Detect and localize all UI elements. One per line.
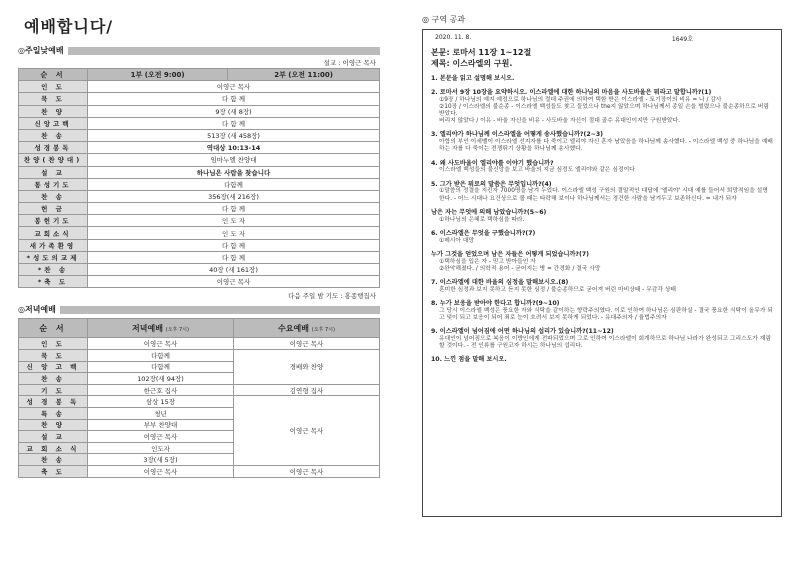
answer-text: 혼미한 심정과 보지 못하고 듣지 못한 심정 / 불순종하므로 굳어져 버린 마비상태 - 무감각 상태 bbox=[439, 286, 677, 293]
evening-row-col2: 이영근 목사 bbox=[234, 338, 380, 350]
question-text: 6. 이스라엘은 무엇을 구했습니까?(7) bbox=[431, 229, 536, 237]
sunday-table-row bbox=[19, 93, 380, 105]
heading-bar bbox=[60, 306, 380, 314]
evening-row-col1: 청년 bbox=[88, 407, 234, 419]
sunday-row-value: 다함께 bbox=[88, 178, 380, 190]
page-title: 예배합니다/ bbox=[24, 17, 114, 36]
sunday-row-value: 9장 (새 8장) bbox=[88, 105, 380, 117]
sunday-table-row bbox=[19, 276, 380, 288]
evening-row-label: 기 도 bbox=[19, 384, 88, 396]
sunday-table-row bbox=[19, 215, 380, 227]
evening-row-col1: 삼상 15장 bbox=[88, 396, 234, 408]
sunday-row-value: 인 도 자 bbox=[88, 227, 380, 239]
question-text: 7. 이스라엘에 대한 바울의 심정을 말해보시오.(8) bbox=[431, 279, 569, 287]
answer-text: 이스라엘 백성들의 불신앙을 보고 바울의 지금 심정도 엘리야와 같은 심정이다 bbox=[439, 167, 635, 174]
answer-text: 아합의 부인 이세벨이 이스라엘 선지자를 다 죽이고 엘리야 자신 혼자 남았음을 하나님께 송사했다. - 이스라엘 백성 중 하나님을 예배하는 자를 다 죽이는 전쟁뛰기 상황을 하나님께 송사했다. bbox=[439, 139, 773, 153]
question-text: 누가 그것을 얻었으며 남은 자들은 어떻게 되었습니까?(7) bbox=[431, 250, 589, 258]
sunday-row-label: 인 도 bbox=[19, 81, 88, 93]
sunday-row-label: 새가족환영 bbox=[19, 239, 88, 251]
evening-row-label: 찬 송 bbox=[19, 373, 88, 385]
evening-col1-title: 저녁예배 bbox=[132, 323, 163, 333]
answer-text: ①메시아 대망 bbox=[439, 237, 475, 244]
sunday-row-label: 교회소식 bbox=[19, 227, 88, 239]
evening-row-col2: 이영근 목사 bbox=[234, 465, 380, 477]
sunday-row-value: 인 도 자 bbox=[88, 215, 380, 227]
sunday-header-cell: 순 서 bbox=[19, 69, 88, 81]
sunday-row-label: 찬 송 bbox=[19, 190, 88, 202]
question-text: 9. 이스라엘이 넘어짐에 어떤 하나님의 섭리가 있습니까?(11~12) bbox=[431, 328, 614, 336]
sunday-row-value: 513장 (새 458장) bbox=[88, 129, 380, 141]
evening-table-header bbox=[19, 319, 380, 338]
sunday-table-row bbox=[19, 154, 380, 166]
sunday-row-value: 다 함 께 bbox=[88, 251, 380, 263]
sunday-row-value: 이영근 목사 bbox=[88, 81, 380, 93]
sunday-header-cell: 1부 (오전 9:00) bbox=[88, 69, 228, 81]
evening-header-col2 bbox=[234, 319, 380, 338]
sunday-service-heading-text: ◎주일낮예배 bbox=[18, 46, 64, 55]
answer-text: ①9장 / 하나님의 예지 예정으로 하나님의 절대 주권에 의하여 택함 받은 이스라엘 - 토기장이의 비유 = 나 / 감사 ②10장 / 이스라엘의 불순종 - 이스라엘 백성들도 찾고 들었으나 the지 않았으며 하나님께서 종일 손을 벌렸으나 불순종하므로 버림받았다. 버리지 않았다 / 이유 - 바울 자신을 비유 - 사도바울 자신이 절대 골수 유대인이지만 구원받았다. bbox=[439, 96, 770, 125]
sunday-row-label: 찬양(찬양대) bbox=[19, 154, 88, 166]
sunday-row-label: 묵 도 bbox=[19, 93, 88, 105]
evening-row-col2: 김연형 집사 bbox=[234, 384, 380, 396]
sunday-row-value: 40장 (새 161장) bbox=[88, 264, 380, 276]
evening-row-col1: 한근호 집사 bbox=[88, 384, 234, 396]
sunday-order-table bbox=[18, 68, 380, 288]
sunday-row-label: 봉헌기도 bbox=[19, 215, 88, 227]
sunday-row-label: 헌 금 bbox=[19, 203, 88, 215]
scripture-reference: 본문: 로마서 11장 1~12절 bbox=[431, 48, 532, 57]
sunday-table-row bbox=[19, 81, 380, 93]
sunday-table-row bbox=[19, 239, 380, 251]
sunday-table-row bbox=[19, 105, 380, 117]
lesson-date: 2020. 11. 8. bbox=[435, 34, 472, 41]
evening-row-label: 인 도 bbox=[19, 338, 88, 350]
evening-col1-time: (오후 7시) bbox=[165, 326, 189, 333]
sunday-row-value: 하나님은 사람을 찾습니다 bbox=[88, 166, 380, 178]
evening-row-col1: 102장(새 94장) bbox=[88, 373, 234, 385]
sunday-row-label: 성경봉독 bbox=[19, 142, 88, 154]
sunday-row-label: 설 교 bbox=[19, 166, 88, 178]
evening-row-col1: 다함께 bbox=[88, 349, 234, 361]
evening-service-heading bbox=[18, 304, 380, 315]
evening-order-table bbox=[18, 318, 380, 477]
evening-row-col1: 이영근 목사 bbox=[88, 338, 234, 350]
sunday-row-value: 다 함 께 bbox=[88, 93, 380, 105]
sunday-service-heading bbox=[18, 45, 380, 56]
question-text: 2. 로마서 9장 10장을 요약하시오. 이스라엘에 대한 하나님의 마음을 사도바울은 뭐라고 말합니까?(1) bbox=[431, 88, 712, 96]
evening-row-col1: 인도자 bbox=[88, 442, 234, 454]
sunday-table-row bbox=[19, 178, 380, 190]
evening-service-heading-text: ◎저녁예배 bbox=[18, 305, 56, 315]
answer-text: ①하나님의 은혜로 택하심을 따라. bbox=[439, 216, 525, 223]
evening-col2-time: (오후 7시) bbox=[311, 326, 335, 333]
lesson-date-row bbox=[431, 34, 773, 43]
bulletin-left-page bbox=[18, 14, 380, 478]
sunday-row-label: 신앙고백 bbox=[19, 117, 88, 129]
evening-row-label: 신 앙 고 백 bbox=[19, 361, 88, 373]
heading-bar bbox=[68, 47, 380, 55]
evening-row-label: 찬 송 bbox=[19, 454, 88, 466]
evening-row-col1: 다함께 bbox=[88, 361, 234, 373]
sunday-table-row bbox=[19, 117, 380, 129]
sunday-row-label: 찬 송 bbox=[19, 129, 88, 141]
evening-header-order: 순 서 bbox=[19, 319, 88, 338]
question-text: 4. 왜 사도바울이 엘리야를 이야기 했습니까? bbox=[431, 159, 554, 167]
evening-row-label: 찬 양 bbox=[19, 419, 88, 431]
question-text: 남은 자는 무엇에 의해 남았습니까?(5~6) bbox=[431, 208, 547, 216]
question-text: 1. 본문을 읽고 설명해 보시오. bbox=[431, 75, 515, 82]
evening-row-col1: 이영근 목사 bbox=[88, 465, 234, 477]
answer-text: 그 당시 이스라엘 백성은 풍요한 자와 식탁을 같이하는 향락주의였다. 이로 인하여 하나님은 심판하실 - 결국 풍요한 식탁이 올무가 되고 덫이 되고 보응이 되어 죄로 눈이 흐려서 보지 못하게 되었다. - 유대주의자 / 율법주의자 bbox=[439, 307, 773, 322]
sunday-row-value: 다 함 께 bbox=[88, 117, 380, 129]
evening-table-row bbox=[19, 384, 380, 396]
answer-text: ①말씀의 정결을 지킨자 7000명을 남겨 두었다. 이스라엘 백성 구원의 결말적인 대답에 '엘리야' 시대 예를 들어서 희망적임을 설명한다. - 어느 시대나 요건상으로 볼 때는 타락해 보이나 하나님께서는 경건한 사람을 남겨두고 보존하신다. = 내가 되자 bbox=[439, 188, 768, 202]
evening-row-label: 특 송 bbox=[19, 407, 88, 419]
lesson-number: 1649호 bbox=[671, 36, 693, 43]
answer-text: ①택하심을 입은 자 - 믿고 받아들인 자 ②완악해졌다. / 의학적 용어 - 굳어지는 병 = 간경화 / 결국 사망 bbox=[439, 258, 601, 272]
sunday-table-row bbox=[19, 251, 380, 263]
evening-col2-title: 수요예배 bbox=[278, 323, 309, 333]
lesson-title: 제목: 이스라엘의 구원. bbox=[431, 59, 513, 68]
question-text: 3. 엘리야가 하나님께 이스라엘을 어떻게 송사했습니까?(2~3) bbox=[431, 131, 603, 139]
question-text: 10. 느낀 점을 말해 보시오. bbox=[431, 356, 507, 364]
sunday-row-value: 다 함 께 bbox=[88, 239, 380, 251]
sunday-row-value: 356장(새 216장) bbox=[88, 190, 380, 202]
evening-row-label: 축 도 bbox=[19, 465, 88, 477]
sunday-row-value: 임마누엘 찬양대 bbox=[88, 154, 380, 166]
evening-row-col1: 3장(새 5장) bbox=[88, 454, 234, 466]
sunday-table-row bbox=[19, 227, 380, 239]
lesson-box bbox=[422, 29, 782, 517]
sunday-row-value: 이영근 목사 bbox=[88, 276, 380, 288]
bulletin-right-page bbox=[422, 14, 782, 517]
evening-row-label: 성 경 봉 독 bbox=[19, 396, 88, 408]
question-text: 8. 누가 보응을 받아야 한다고 합니까?(9~10) bbox=[431, 300, 560, 308]
evening-row-label: 묵 도 bbox=[19, 349, 88, 361]
evening-table-row bbox=[19, 338, 380, 350]
sunday-table-row bbox=[19, 142, 380, 154]
evening-row-col1: 부부 찬양대 bbox=[88, 419, 234, 431]
sunday-row-label: 통성기도 bbox=[19, 178, 88, 190]
answer-text: 유대인이 넘어짐으로 복음이 이방인에게 전파되었으며 그로 인하여 이스라엘이 회개하므로 하나님 나라가 완성되고 그리스도가 재림할 것이다. - 전 인류를 구원코자 하시는 하나님의 섭리다. bbox=[439, 336, 771, 350]
question-text: 5. 그가 받은 뭐로의 말씀은 무엇입니까?(4) bbox=[431, 180, 552, 188]
sunday-row-value: 다 함 께 bbox=[88, 203, 380, 215]
wednesday-praise: 경배와 찬양 bbox=[234, 349, 380, 384]
sunday-table-header bbox=[19, 69, 380, 81]
evening-header-col1 bbox=[88, 319, 234, 338]
cell-lesson-heading-text: ◎ 구역 공과 bbox=[422, 15, 465, 24]
question-list bbox=[431, 75, 773, 364]
evening-row-label: 교 회 소 식 bbox=[19, 442, 88, 454]
evening-row-col1: 이영근 목사 bbox=[88, 431, 234, 443]
evening-table-row bbox=[19, 465, 380, 477]
sunday-table-row bbox=[19, 264, 380, 276]
evening-row-label: 설 교 bbox=[19, 431, 88, 443]
sunday-header-cell: 2부 (오전 11:00) bbox=[228, 69, 380, 81]
sunday-table-row bbox=[19, 190, 380, 202]
sunday-row-value: 역대상 10:13-14 bbox=[88, 142, 380, 154]
cell-lesson-heading bbox=[422, 14, 782, 25]
sunday-preacher: 설교 : 이영근 목사 bbox=[323, 59, 376, 67]
sunday-table-row bbox=[19, 203, 380, 215]
sunday-row-label: *성도의교제 bbox=[19, 251, 88, 263]
sunday-table-row bbox=[19, 129, 380, 141]
sunday-row-label: 찬 양 bbox=[19, 105, 88, 117]
evening-table-row bbox=[19, 396, 380, 408]
sunday-row-label: *찬 송 bbox=[19, 264, 88, 276]
wednesday-preacher: 이영근 목사 bbox=[234, 396, 380, 466]
sunday-table-row bbox=[19, 166, 380, 178]
sunday-row-label: *축 도 bbox=[19, 276, 88, 288]
evening-table-row bbox=[19, 349, 380, 361]
next-week-prayer: 다음 주일 밤 기도 : 홍종행집사 bbox=[288, 292, 376, 301]
